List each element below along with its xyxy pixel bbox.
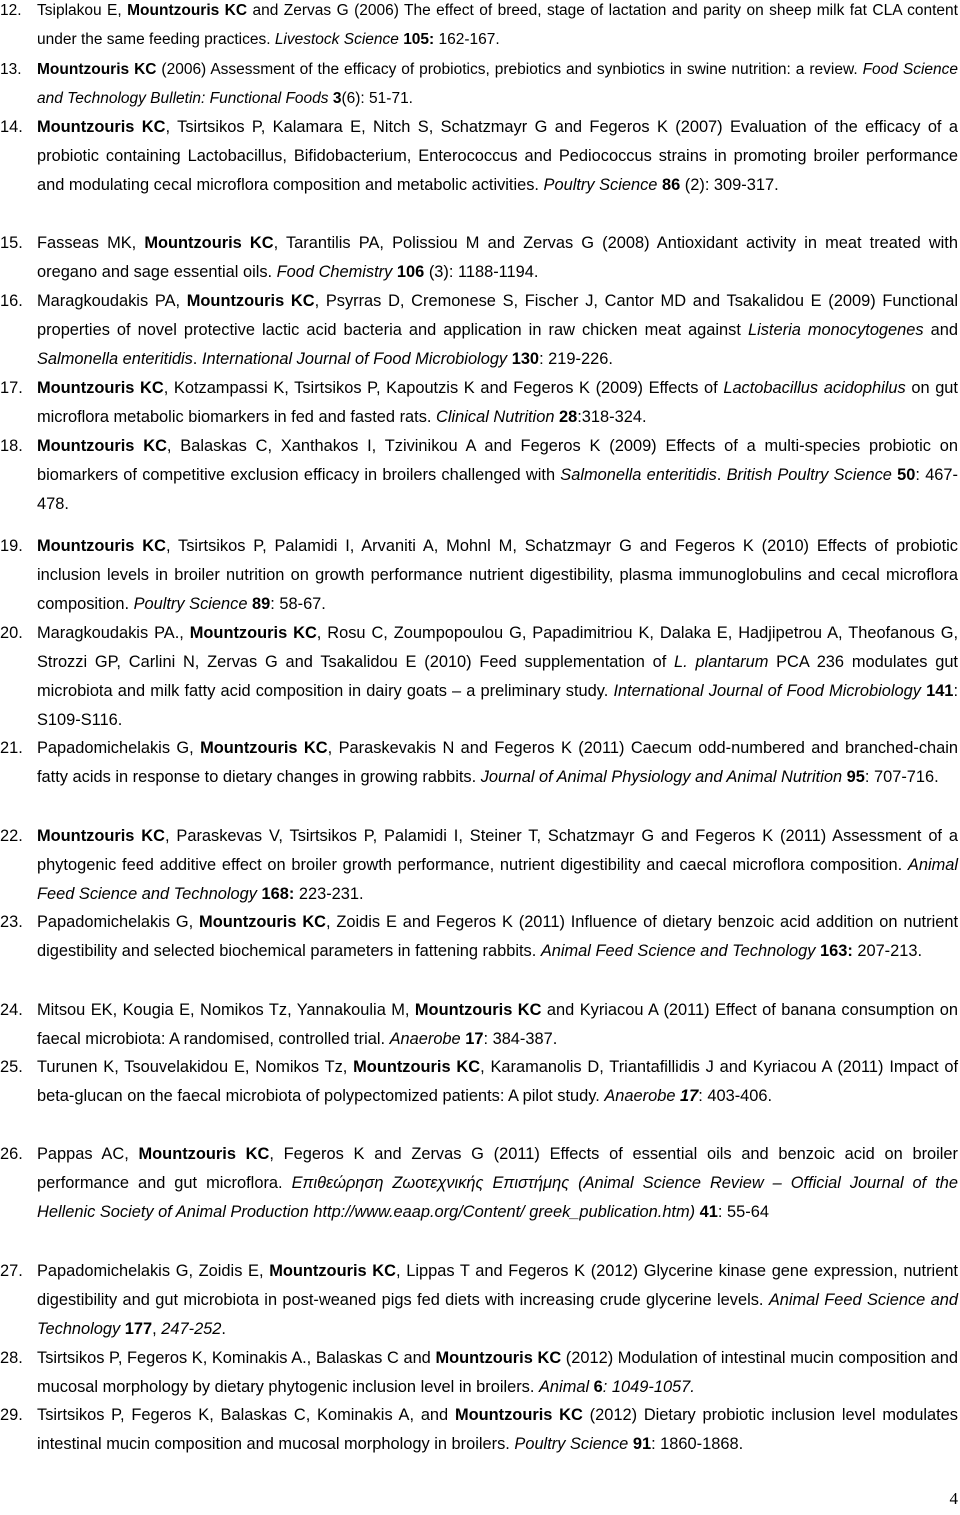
italic-text: Poultry Science (514, 1435, 629, 1454)
bold-text: 95 (846, 768, 865, 787)
bold-text: Mountzouris KC (200, 739, 328, 757)
reference-text: Turunen K, Tsouvelakidou E, Nomikos Tz, (37, 1058, 354, 1076)
bold-text: Mountzouris KC (37, 379, 164, 397)
reference-text: Mitsou EK, Kougia E, Nomikos Tz, Yannakoulia M, (37, 1001, 415, 1019)
reference-text: , Balaskas C, Xanthakos I, Tzivinikou A and Fegeros K (2009) Effects of a multi-species probiotic on biomarkers of competitive exclusion efficacy in broilers challenged with (37, 437, 958, 485)
reference-number: 27. (0, 1262, 23, 1280)
reference-number: 12. (0, 2, 22, 19)
italic-text: Anaerobe (604, 1087, 676, 1106)
italic-text: Animal Feed Science and Technology (37, 1291, 958, 1339)
reference-text: . (716, 466, 727, 485)
reference-text: :318-324. (577, 408, 647, 427)
italic-text: Food Science and Technology Bulletin: Functional Foods (37, 61, 958, 108)
ref-18 (0, 432, 960, 519)
reference-text: Tsirtsikos P, Fegeros K, Balaskas C, Kominakis A, and (37, 1406, 455, 1424)
reference-number: 26. (0, 1145, 23, 1163)
ref-20 (0, 619, 960, 735)
reference-text: Fasseas MK, (37, 234, 145, 252)
reference-text: Tsirtsikos P, Fegeros K, Kominakis A., Balaskas C and (37, 1349, 436, 1367)
italic-text: L. plantarum (674, 653, 769, 672)
italic-text: Animal (539, 1378, 590, 1397)
reference-text: on gut microflora metabolic biomarkers in fed and fasted rats. (37, 379, 958, 427)
ref-13 (0, 55, 960, 113)
reference-number: 13. (0, 61, 22, 78)
reference-text: : 219-226. (539, 350, 613, 369)
italic-text: Επιθεώρηση Ζωοτεχνικής Επιστήμης (Animal Science Review – Official Journal of the Hellenic Society of Animal Production http://www.eaap.org/Content/ greek_publication.htm) (37, 1174, 958, 1222)
bold-text: 17 (680, 1087, 699, 1106)
ref-12 (0, 0, 960, 54)
reference-text: , Kotzampassi K, Tsirtsikos P, Kapoutzis K and Fegeros K (2009) Effects of (163, 379, 724, 397)
reference-text: : 707-716. (864, 768, 939, 787)
reference-text: 162-167. (434, 31, 500, 49)
reference-text: Maragkoudakis PA, (37, 292, 187, 310)
ref-27 (0, 1257, 960, 1344)
bold-text: 89 (252, 595, 271, 614)
reference-text: and Kyriacou A (2011) Effect of banana consumption on faecal microbiota: A randomised, controlled trial. (37, 1001, 958, 1049)
ref-29 (0, 1401, 960, 1459)
reference-text: (2): 309-317. (680, 176, 779, 195)
bold-text: Mountzouris KC (37, 118, 166, 136)
ref-25 (0, 1053, 960, 1111)
reference-number: 22. (0, 827, 23, 845)
reference-text: , Paraskevas V, Tsirtsikos P, Palamidi I, Steiner T, Schatzmayr G and Fegeros K (2011) Assessment of a phytogenic feed additive effect on broiler growth performance, nutrient digestibility and caecal microflora composition. (37, 827, 958, 875)
bold-text: Mountzouris KC (37, 61, 157, 78)
reference-text: : 467-478. (37, 466, 959, 514)
reference-text: , Fegeros K and Zervas G (2011) Effects of essential oils and benzoic acid on broiler performance and gut microflora. (37, 1145, 958, 1193)
bold-text: 6 (593, 1378, 603, 1397)
bold-text: Mountzouris KC (269, 1262, 396, 1280)
reference-text: , (152, 1320, 162, 1339)
bold-text: Mountzouris KC (144, 234, 274, 252)
bold-text: 141 (926, 682, 954, 701)
bold-text: Mountzouris KC (37, 437, 167, 455)
bold-text: Mountzouris KC (138, 1145, 270, 1163)
italic-text: Animal Feed Science and Technology (540, 942, 816, 961)
reference-text: : 403-406. (698, 1087, 773, 1106)
bold-text: 130 (511, 350, 540, 369)
reference-number: 19. (0, 537, 23, 555)
italic-text: Lactobacillus acidophilus (723, 379, 906, 397)
reference-text: , Zoidis E and Fegeros K (2011) Influence of dietary benzoic acid addition on nutrient digestibility and selected biochemical parameters in fattening rabbits. (37, 913, 958, 961)
bold-text: Mountzouris KC (353, 1058, 481, 1076)
ref-22 (0, 822, 960, 909)
italic-text: : 1049-1057. (602, 1378, 695, 1397)
bold-text: Mountzouris KC (186, 292, 315, 310)
reference-text: , Tsirtsikos P, Kalamara E, Nitch S, Schatzmayr G and Fegeros K (2007) Evaluation of the efficacy of a probiotic containing Lactobacillus, Bifidobacterium, Enterococcus and Pediococcus strains in promoting broiler performance and modulating cecal microflora composition and metabolic activities. (37, 118, 958, 195)
bold-text: Mountzouris KC (127, 2, 248, 19)
reference-text: : 55-64 (717, 1203, 769, 1222)
reference-text: Papadomichelakis G, Zoidis E, (37, 1262, 270, 1280)
reference-text: , Paraskevakis N and Fegeros K (2011) Caecum odd-numbered and branched-chain fatty acids in response to dietary changes in growing rabbits. (37, 739, 959, 787)
italic-text: Poultry Science (133, 595, 248, 614)
ref-14 (0, 113, 960, 200)
reference-number: 15. (0, 234, 23, 252)
bold-text: 106 (396, 263, 425, 282)
bold-text: Mountzouris KC (189, 624, 317, 642)
reference-text: , Psyrras D, Cremonese S, Fischer J, Cantor MD and Tsakalidou E (2009) Functional properties of novel protective lactic acid bacteria and application in raw chicken meat against (37, 292, 958, 340)
ref-15 (0, 229, 960, 287)
page-number: 4 (949, 1489, 958, 1508)
italic-text: Anaerobe (389, 1030, 461, 1049)
reference-text: PCA 236 modulates gut microbiota and milk fatty acid composition in dairy goats – a preliminary study. (37, 653, 958, 701)
italic-text: 247-252 (161, 1320, 222, 1339)
bold-text: 41 (699, 1203, 718, 1222)
reference-text: , Tarantilis PA, Polissiou M and Zervas G (2008) Antioxidant activity in meat treated with oregano and sage essential oils. (37, 234, 958, 282)
reference-text: (6): 51-71. (341, 90, 413, 108)
reference-number: 21. (0, 739, 23, 757)
italic-text: British Poultry Science (726, 466, 892, 485)
italic-text: Poultry Science (543, 176, 658, 195)
reference-text: (3): 1188-1194. (424, 263, 539, 282)
reference-text: , Tsirtsikos P, Palamidi I, Arvaniti A, Mohnl M, Schatzmayr G and Fegeros K (2010) Effects of probiotic inclusion levels in broiler nutrition on growth performance nutrient digestibility, plasma immunoglobulins and cecal microflora composition. (37, 537, 958, 614)
italic-text: International Journal of Food Microbiology (613, 682, 921, 701)
italic-text: Animal Feed Science and Technology (37, 856, 958, 904)
reference-text: . (192, 350, 202, 369)
bold-text: Mountzouris KC (199, 913, 326, 931)
bold-text: 163: (819, 942, 853, 961)
reference-number: 29. (0, 1406, 23, 1424)
ref-28 (0, 1344, 960, 1402)
bold-text: 105: (403, 31, 435, 49)
bold-text: 17 (465, 1030, 484, 1049)
ref-24 (0, 996, 960, 1054)
bold-text: Mountzouris KC (37, 827, 165, 845)
bold-text: 28 (559, 408, 578, 427)
reference-number: 28. (0, 1349, 23, 1367)
reference-number: 20. (0, 624, 23, 642)
reference-number: 14. (0, 118, 23, 136)
bold-text: Mountzouris KC (435, 1349, 562, 1367)
reference-text: Pappas AC, (37, 1145, 139, 1163)
italic-text: Salmonella enteritidis (560, 466, 717, 485)
bold-text: Mountzouris KC (37, 537, 166, 555)
reference-text: and (923, 321, 958, 340)
reference-text: (2006) Assessment of the efficacy of probiotics, prebiotics and synbiotics in swine nutrition: a review. (156, 61, 863, 78)
reference-text: , Rosu C, Zoumpopoulou G, Papadimitriou K, Dalaka E, Hadjipetrou A, Theofanous G, Strozzi GP, Carlini N, Zervas G and Tsakalidou E (2010) Feed supplementation of (37, 624, 958, 672)
bold-text: 177 (124, 1320, 153, 1339)
italic-text: Food Chemistry (276, 263, 393, 282)
reference-text: 223-231. (294, 885, 364, 904)
reference-text: : S109-S116. (37, 682, 958, 730)
reference-text: . (221, 1320, 226, 1339)
reference-text: and Zervas G (2006) The effect of breed, stage of lactation and parity on sheep milk fat CLA content under the same feeding practices. (37, 2, 958, 49)
italic-text: Livestock Science (274, 31, 399, 49)
bold-text: 168: (261, 885, 295, 904)
reference-text: : 1860-1868. (651, 1435, 744, 1454)
ref-16 (0, 287, 960, 374)
ref-23 (0, 908, 960, 966)
reference-text: Papadomichelakis G, (37, 913, 200, 931)
reference-text: : 384-387. (483, 1030, 558, 1049)
reference-text: Tsiplakou E, (37, 2, 128, 19)
reference-text: (2012) Modulation of intestinal mucin composition and mucosal morphology by dietary phytogenic inclusion level in broilers. (37, 1349, 958, 1397)
italic-text: Salmonella enteritidis (37, 350, 193, 369)
bold-text: Mountzouris KC (454, 1406, 583, 1424)
reference-number: 23. (0, 913, 23, 931)
reference-text: : 58-67. (270, 595, 326, 614)
bold-text: 86 (662, 176, 681, 195)
ref-21 (0, 734, 960, 792)
reference-number: 24. (0, 1001, 23, 1019)
reference-number: 18. (0, 437, 23, 455)
reference-number: 25. (0, 1058, 23, 1076)
bold-text: 3 (332, 90, 342, 108)
ref-19 (0, 532, 960, 619)
reference-text: (2012) Dietary probiotic inclusion level modulates intestinal mucin composition and mucosal morphology in broilers. (37, 1406, 958, 1454)
reference-text: , Lippas T and Fegeros K (2012) Glycerine kinase gene expression, nutrient digestibility and gut microbiota in post-weaned pigs fed diets with increasing crude glycerine levels. (37, 1262, 958, 1310)
bold-text: 91 (632, 1435, 652, 1454)
reference-number: 17. (0, 379, 23, 397)
italic-text: International Journal of Food Microbiology (201, 350, 508, 369)
reference-text: Papadomichelakis G, (37, 739, 201, 757)
bold-text: Mountzouris KC (414, 1001, 542, 1019)
reference-text: Maragkoudakis PA., (37, 624, 190, 642)
ref-26 (0, 1140, 960, 1227)
ref-17 (0, 374, 960, 432)
bold-text: 50 (897, 466, 916, 485)
reference-number: 16. (0, 292, 23, 310)
reference-text: , Karamanolis D, Triantafillidis J and Kyriacou A (2011) Impact of beta-glucan on the faecal microbiota of polypectomized patients: A pilot study. (37, 1058, 958, 1106)
italic-text: Listeria monocytogenes (747, 321, 924, 340)
italic-text: Clinical Nutrition (436, 408, 555, 427)
italic-text: Journal of Animal Physiology and Animal Nutrition (480, 768, 843, 787)
reference-text: 207-213. (852, 942, 923, 961)
